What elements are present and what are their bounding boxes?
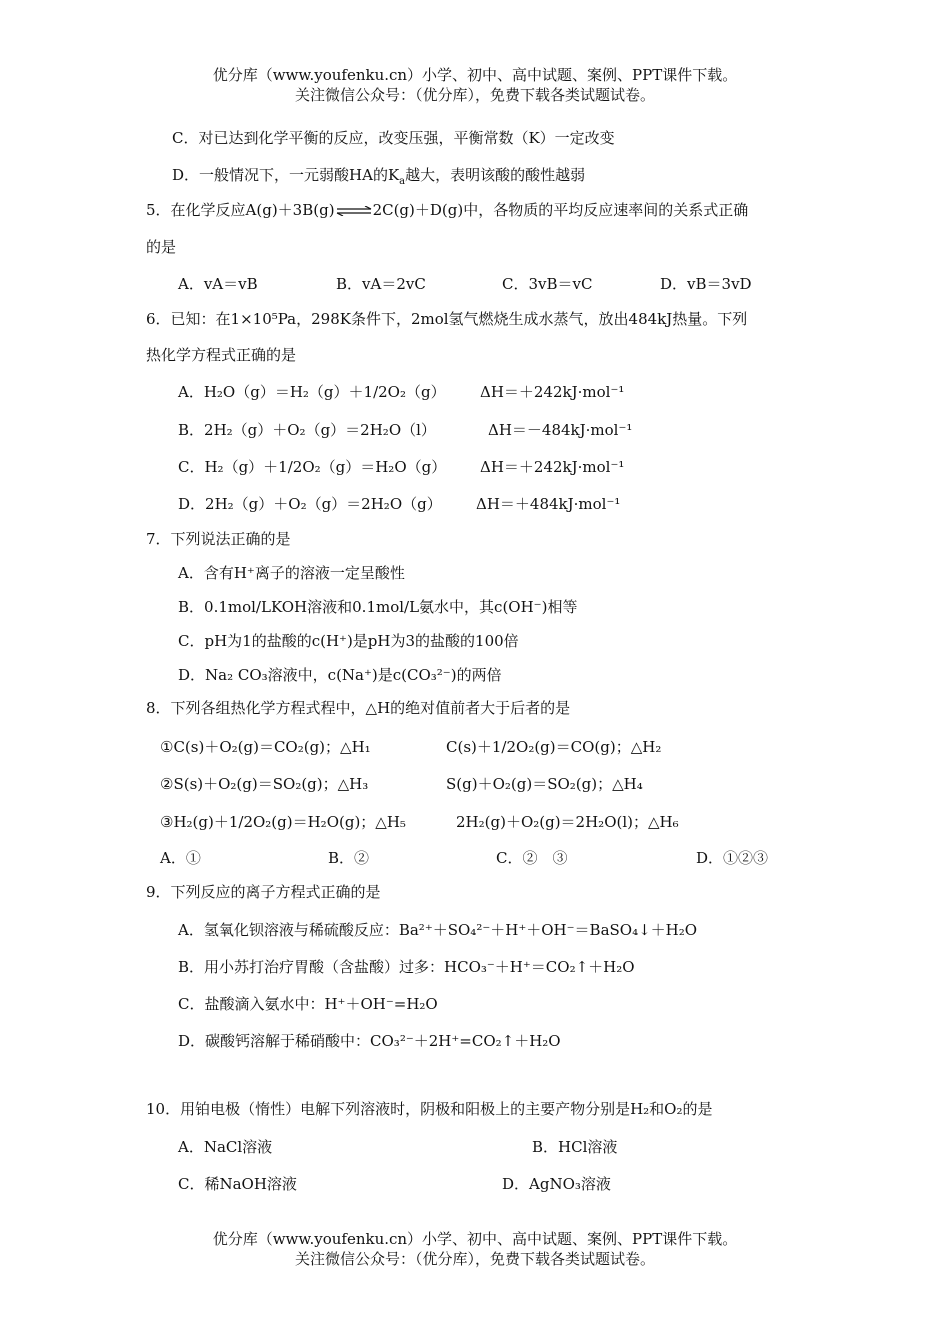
- q8-reaction-1a: ①C(s)＋O₂(g)＝CO₂(g)；△H₁: [160, 738, 371, 756]
- q6-option-d-enthalpy: ΔH＝＋484kJ·mol⁻¹: [476, 495, 621, 513]
- q7-option-d: D．Na₂ CO₃溶液中，c(Na⁺)是c(CO₃²⁻)的两倍: [178, 666, 502, 684]
- q5-option-a: A．vA＝vB: [178, 275, 258, 293]
- q8-reaction-2b: S(g)＋O₂(g)＝SO₂(g)；△H₄: [446, 775, 643, 793]
- q9-stem: 9．下列反应的离子方程式正确的是: [146, 883, 381, 901]
- q8-reaction-2a: ②S(s)＋O₂(g)＝SO₂(g)；△H₃: [160, 775, 369, 793]
- header-line-1: 优分库（www.youfenku.cn）小学、初中、高中试题、案例、PPT课件下载。: [212, 66, 738, 84]
- q8-option-c: C．② ③: [496, 849, 568, 867]
- q4-option-c: C．对已达到化学平衡的反应，改变压强，平衡常数（K）一定改变: [172, 129, 615, 147]
- q6-option-d-equation: D．2H₂（g）＋O₂（g）＝2H₂O（g）: [178, 495, 442, 513]
- q8-option-b: B．②: [328, 849, 370, 867]
- q6-stem-2: 热化学方程式正确的是: [146, 346, 297, 364]
- q4-option-d: D．一般情况下，一元弱酸HA的$K_a$越大，表明该酸的酸性越弱: [172, 166, 586, 187]
- footer-line-1: 优分库（www.youfenku.cn）小学、初中、高中试题、案例、PPT课件下载。: [212, 1230, 738, 1248]
- q10-option-b: B．HCl溶液: [532, 1138, 618, 1156]
- q7-option-c: C．pH为1的盐酸的c(H⁺)是pH为3的盐酸的100倍: [178, 632, 519, 650]
- q7-option-a: A．含有H⁺离子的溶液一定呈酸性: [178, 564, 405, 582]
- q8-option-d: D．①②③: [696, 849, 769, 867]
- q10-option-c: C．稀NaOH溶液: [178, 1175, 297, 1193]
- q5-option-d: D．vB＝3vD: [660, 275, 752, 293]
- q6-option-c-enthalpy: ΔH＝＋242kJ·mol⁻¹: [480, 458, 625, 476]
- q10-stem: 10．用铂电极（惰性）电解下列溶液时，阴极和阳极上的主要产物分别是H₂和O₂的是: [146, 1100, 713, 1118]
- q10-option-d: D．AgNO₃溶液: [502, 1175, 611, 1193]
- q6-option-a-equation: A．H₂O（g）＝H₂（g）＋1/2O₂（g）: [178, 383, 446, 401]
- q6-option-b-equation: B．2H₂（g）＋O₂（g）＝2H₂O（l）: [178, 421, 436, 439]
- q8-stem: 8．下列各组热化学方程式程中，△H的绝对值前者大于后者的是: [146, 699, 571, 717]
- q6-option-b-enthalpy: ΔH＝－484kJ·mol⁻¹: [488, 421, 633, 439]
- q6-option-c-equation: C．H₂（g）＋1/2O₂（g）＝H₂O（g）: [178, 458, 447, 476]
- equilibrium-arrow-icon: [336, 206, 372, 216]
- q5-option-b: B．vA＝2vC: [336, 275, 426, 293]
- q9-option-c: C．盐酸滴入氨水中：H⁺＋OH⁻=H₂O: [178, 995, 438, 1013]
- header-line-2: 关注微信公众号：（优分库），免费下载各类试题试卷。: [294, 86, 655, 104]
- q8-reaction-3b: 2H₂(g)＋O₂(g)＝2H₂O(l)；△H₆: [456, 813, 679, 831]
- q5-stem-2: 的是: [146, 238, 177, 256]
- q9-option-a: A．氢氧化钡溶液与稀硫酸反应：Ba²⁺＋SO₄²⁻＋H⁺＋OH⁻＝BaSO₄↓＋H₂O: [178, 921, 698, 939]
- q5-option-c: C．3vB＝vC: [502, 275, 593, 293]
- q7-option-b: B．0.1mol/LKOH溶液和0.1mol/L氨水中，其c(OH⁻)相等: [178, 598, 578, 616]
- q10-option-a: A．NaCl溶液: [178, 1138, 273, 1156]
- q6-option-a-enthalpy: ΔH＝＋242kJ·mol⁻¹: [480, 383, 625, 401]
- q8-reaction-1b: C(s)＋1/2O₂(g)＝CO(g)；△H₂: [446, 738, 662, 756]
- footer-line-2: 关注微信公众号：（优分库），免费下载各类试题试卷。: [294, 1250, 655, 1268]
- q7-stem: 7．下列说法正确的是: [146, 530, 291, 548]
- q6-stem: 6．已知：在1×10⁵Pa，298K条件下，2mol氢气燃烧生成水蒸气，放出484kJ热量。下列: [146, 310, 748, 328]
- q9-option-b: B．用小苏打治疗胃酸（含盐酸）过多：HCO₃⁻＋H⁺＝CO₂↑＋H₂O: [178, 958, 635, 976]
- q5-stem: 5．在化学反应A(g)＋3B(g) 2C(g)＋D(g)中，各物质的平均反应速率间的关系式正确: [146, 201, 749, 219]
- q8-reaction-3a: ③H₂(g)＋1/2O₂(g)＝H₂O(g)；△H₅: [160, 813, 406, 831]
- q8-option-a: A．①: [160, 849, 201, 867]
- q9-option-d: D．碳酸钙溶解于稀硝酸中：CO₃²⁻＋2H⁺=CO₂↑＋H₂O: [178, 1032, 561, 1050]
